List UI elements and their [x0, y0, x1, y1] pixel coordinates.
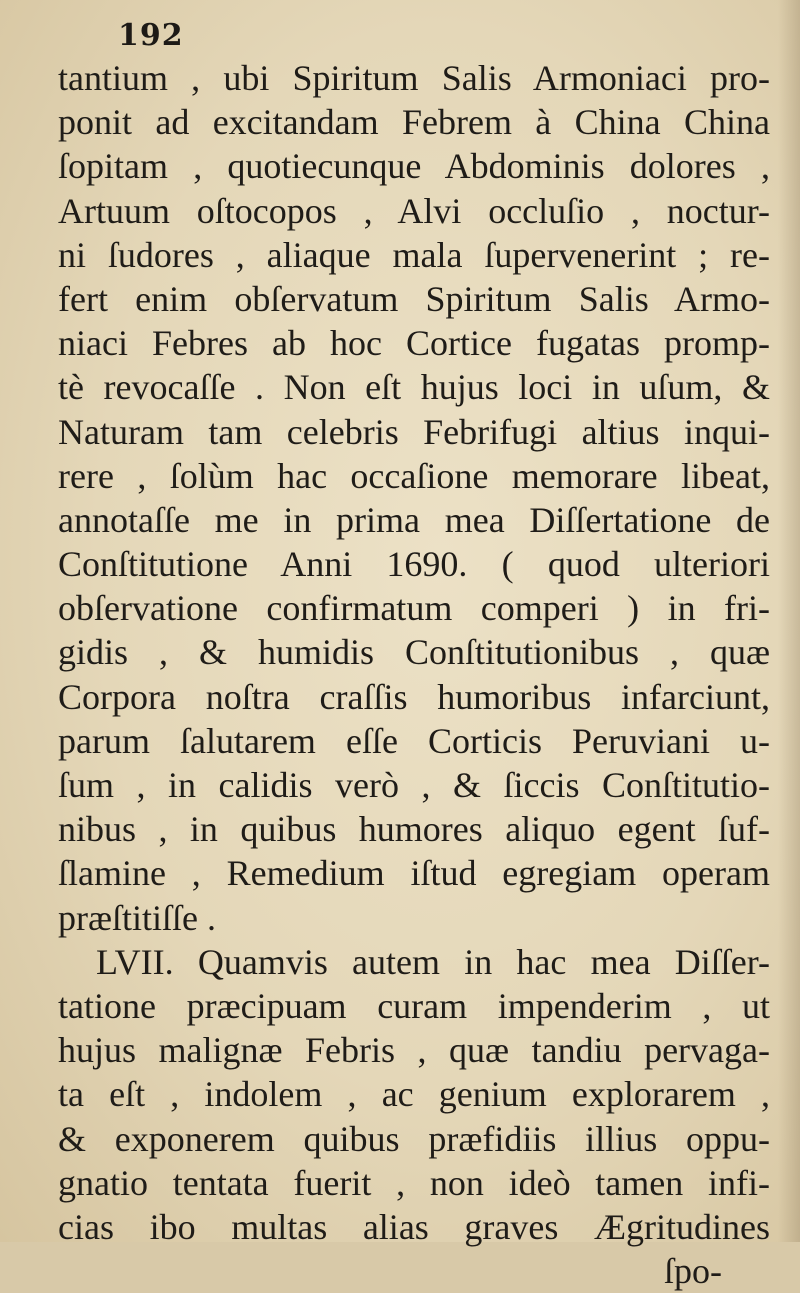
text-line: annotaſſe me in prima mea Diſſertatione de	[58, 499, 770, 540]
text-line: ponit ad excitandam Febrem à China China	[58, 102, 770, 143]
text-line: obſervatione confirmatum comperi ) in fri-	[58, 588, 770, 629]
catchword: ſpo-	[664, 1251, 722, 1292]
text-line: Conſtitutione Anni 1690. ( quod ulteriori	[58, 544, 770, 585]
text-line: niaci Febres ab hoc Cortice fugatas promp-	[58, 323, 770, 364]
text-line: parum ſalutarem eſſe Corticis Peruviani u-	[58, 720, 770, 761]
text-line: fert enim obſervatum Spiritum Salis Armo-	[58, 278, 770, 319]
paragraph-end-line: præſtitiſſe .	[58, 897, 216, 938]
text-line: Artuum oſtocopos , Alvi occluſio , noctur-	[58, 190, 770, 231]
text-line: tatione præcipuam curam impenderim , ut	[58, 985, 770, 1026]
text-line: tè revocaſſe . Non eſt hujus loci in uſum, &	[58, 367, 770, 408]
text-line: nibus , in quibus humores aliquo egent ſuf-	[58, 809, 770, 850]
text-line: cias ibo multas alias graves Ægritudines	[58, 1206, 770, 1247]
text-line: & exponerem quibus præfidiis illius oppu-	[58, 1118, 770, 1159]
text-line: ſlamine , Remedium iſtud egregiam operam	[58, 853, 770, 894]
text-line: rere , ſolùm hac occaſione memorare libeat,	[58, 455, 770, 496]
page-edge-shadow	[778, 0, 800, 1242]
text-line: gidis , & humidis Conſtitutionibus , quæ	[58, 632, 770, 673]
page-number: 192	[118, 18, 184, 53]
text-line: Naturam tam celebris Febrifugi altius inqui-	[58, 411, 770, 452]
text-line: ſopitam , quotiecunque Abdominis dolores ,	[58, 146, 770, 187]
text-line: ta eſt , indolem , ac genium explorarem ,	[58, 1074, 770, 1115]
text-line: gnatio tentata fuerit , non ideò tamen infi-	[58, 1162, 770, 1203]
text-line: tantium , ubi Spiritum Salis Armoniaci pro-	[58, 58, 770, 98]
text-line: Corpora noſtra craſſis humoribus infarciunt,	[58, 676, 770, 717]
body-text	[58, 56, 770, 1293]
text-line: hujus malignæ Febris , quæ tandiu pervaga-	[58, 1030, 770, 1071]
section-heading-line: LVII. Quamvis autem in hac mea Diſſer-	[96, 941, 770, 982]
text-line: ni ſudores , aliaque mala ſupervenerint ; re-	[58, 234, 770, 275]
text-line: ſum , in calidis verò , & ſiccis Conſtitutio-	[58, 765, 770, 805]
